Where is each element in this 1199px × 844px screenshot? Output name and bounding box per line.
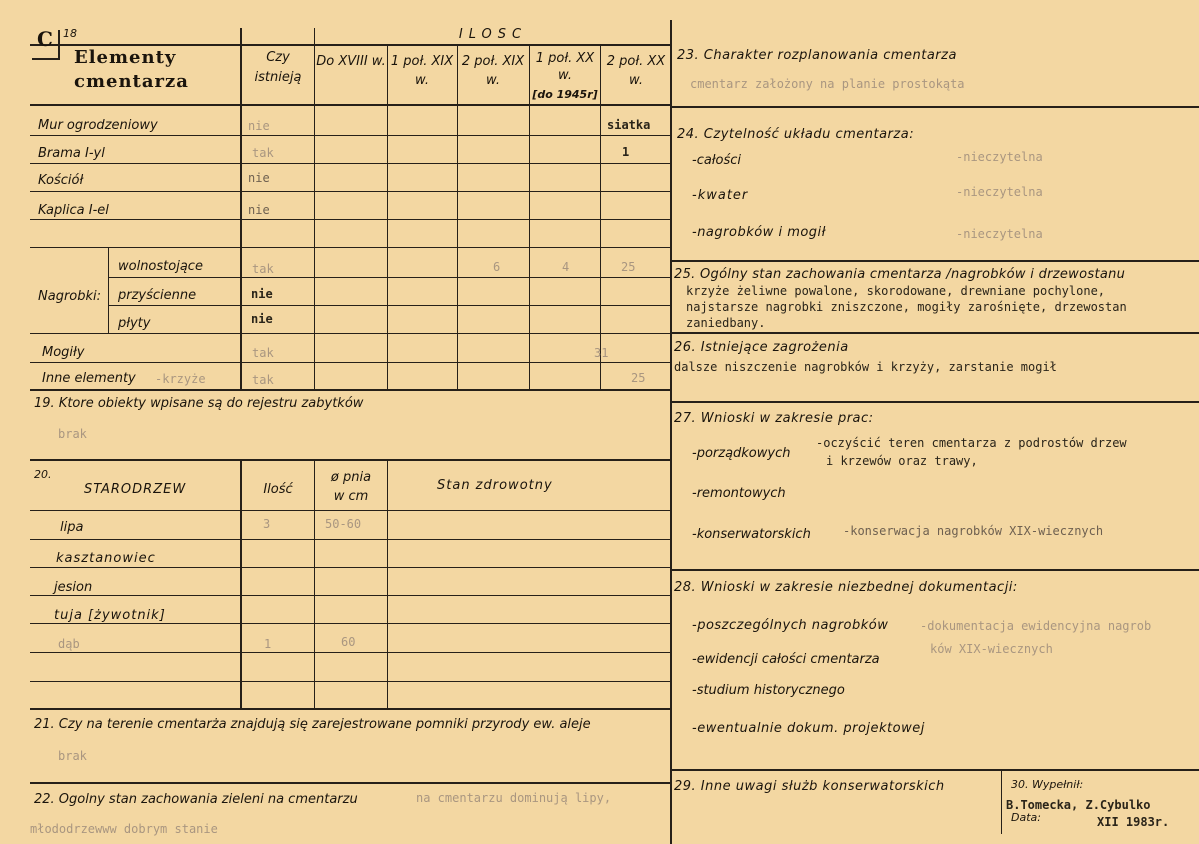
row-exists-plyty: nie [251, 312, 273, 326]
title-line2: cmentarza [74, 71, 189, 92]
s20-col-qty: Ilość [263, 482, 293, 497]
s30-date: XII 1983r. [1097, 815, 1170, 829]
s19-value: brak [58, 427, 87, 441]
s27-kons-label: -konserwatorskich [692, 527, 811, 542]
row-1xx-wolno: 4 [562, 260, 570, 274]
rule [30, 782, 671, 784]
row-exists-kaplica: nie [248, 203, 270, 217]
row-label-wolno: wolnostojące [118, 259, 203, 274]
rule [108, 247, 109, 333]
s24-row-value: -nieczytelna [956, 150, 1043, 164]
row-2xx-mur: siatka [607, 118, 651, 132]
col-2xx-header: 2 poł. XX w. [606, 54, 666, 88]
s24-row-label: -nagrobków i mogił [692, 225, 826, 240]
rule [30, 567, 671, 568]
rule [1001, 770, 1002, 834]
s24-label: 24. Czytelność układu cmentarza: [677, 127, 915, 142]
rule [30, 219, 671, 220]
rule [30, 652, 671, 653]
s25-line3: zaniedbany. [686, 316, 766, 330]
rule [30, 163, 671, 164]
s28-r1-label: -poszczególnych nagrobków [692, 618, 889, 633]
s29-label: 29. Inne uwagi służb konserwatorskich [674, 779, 945, 794]
rule [240, 28, 242, 390]
s27-porz-label: -porządkowych [692, 446, 791, 461]
row-label-kosciol: Kościół [38, 173, 84, 188]
row-extra-inne: -krzyże [155, 372, 206, 386]
s30-label: 30. Wypełnił: [1011, 778, 1084, 791]
row-2xx-mogily: 31 [594, 346, 609, 360]
col-1xx-sub: [do 1945r] [532, 88, 598, 101]
rule [30, 333, 671, 334]
s30-name: B.Tomecka, Z.Cybulko [1006, 798, 1151, 812]
rule [30, 247, 671, 248]
s21-label: 21. Czy na terenie cmentarża znajdują się zarejestrowane pomniki przyrody ew. aleje [34, 717, 591, 732]
s24-row-value: -nieczytelna [956, 185, 1043, 199]
row-label-przysc: przyścienne [118, 288, 197, 303]
rule [30, 539, 671, 540]
s25-line1: krzyże żeliwne powalone, skorodowane, drewniane pochylone, [686, 284, 1106, 298]
rule [30, 135, 671, 136]
tree-name: tuja [żywotnik] [54, 608, 166, 623]
s21-value: brak [58, 749, 87, 763]
s28-r4-label: -ewentualnie dokum. projektowej [692, 721, 925, 736]
row-label-mur: Mur ogrodzeniowy [38, 118, 158, 133]
rule [30, 191, 671, 192]
s20-title: STARODRZEW [84, 482, 187, 497]
row-label-kaplica: Kaplica I-el [38, 203, 109, 218]
s22-value2: młododrzewww dobrym stanie [30, 822, 218, 836]
col-group-header: ILOSC [458, 27, 528, 42]
row-exists-kosciol: nie [248, 171, 270, 185]
section-superscript: 18 [63, 27, 77, 40]
s19-label: 19. Ktore obiekty wpisane są do rejestru zabytków [34, 396, 364, 411]
rule [671, 769, 1199, 771]
rule [671, 260, 1199, 262]
s20-col-stan: Stan zdrowotny [437, 478, 553, 493]
rule [30, 459, 671, 461]
rule [108, 277, 671, 278]
rule [671, 332, 1199, 334]
section-letter: C [37, 27, 54, 51]
s27-rem-label: -remontowych [692, 486, 786, 501]
tree-name: kasztanowiec [56, 551, 156, 566]
s24-row-label: -całości [692, 153, 742, 168]
s25-label: 25. Ogólny stan zachowania cmentarza /nagrobków i drzewostanu [674, 267, 1126, 282]
s22-label: 22. Ogolny stan zachowania zieleni na cmentarzu [34, 792, 358, 807]
s22-value1: na cmentarzu dominują lipy, [416, 791, 612, 805]
row-exists-przysc: nie [251, 287, 273, 301]
center-divider [670, 20, 672, 844]
s28-r1-value2: ków XIX-wiecznych [930, 642, 1053, 656]
col-1xix-header: 1 poł. XIX w. [390, 54, 454, 88]
tree-name: jesion [54, 580, 93, 595]
title-line1: Elementy [74, 47, 177, 68]
rule [30, 708, 671, 710]
rule [108, 305, 671, 306]
rule [457, 44, 458, 390]
s28-r2-label: -ewidencji całości cmentarza [692, 652, 880, 667]
row-exists-mogily: tak [252, 346, 274, 360]
s26-label: 26. Istniejące zagrożenia [674, 340, 849, 355]
s20-col-pnia-a: ø pnia [330, 470, 372, 485]
s28-r3-label: -studium historycznego [692, 683, 845, 698]
tree-name: dąb [58, 637, 80, 651]
rule [30, 362, 671, 363]
s24-row-value: -nieczytelna [956, 227, 1043, 241]
row-2xx-inne: 25 [631, 371, 646, 385]
row-exists-wolno: tak [252, 262, 274, 276]
col-xviii-header: Do XVIII w. [316, 54, 386, 69]
s26-value: dalsze niszczenie nagrobków i krzyży, zarstanie mogił [674, 360, 1057, 374]
s20-num: 20. [34, 468, 52, 481]
s25-line2: najstarsze nagrobki zniszczone, mogiły zarośnięte, drzewostan [686, 300, 1127, 314]
tree-qty: 1 [264, 637, 272, 651]
col-exists-header: Czy istnieją [254, 50, 302, 85]
row-label-brama: Brama I-yl [38, 146, 105, 161]
row-exists-inne: tak [252, 373, 274, 387]
rule [30, 389, 671, 391]
s24-row-label: -kwater [692, 188, 749, 203]
row-2xx-wolno: 25 [621, 260, 636, 274]
row-label-inne: Inne elementy [42, 371, 136, 386]
row-exists-mur: nie [248, 119, 270, 133]
tree-qty: 3 [263, 517, 271, 531]
s27-porz-value1: -oczyścić teren cmentarza z podrostów drzew [816, 436, 1127, 450]
nagrobki-label: Nagrobki: [38, 289, 102, 304]
col-2xix-header: 2 poł. XIX w. [461, 54, 525, 88]
rule [315, 44, 671, 45]
col-1xx-header: 1 poł. XX w. [535, 51, 595, 83]
rule [671, 569, 1199, 571]
row-exists-brama: tak [252, 146, 274, 160]
rule [600, 44, 601, 390]
rule [30, 681, 671, 682]
rule [240, 460, 242, 709]
rule [387, 460, 388, 709]
s27-porz-value2: i krzewów oraz trawy, [826, 454, 978, 468]
s28-label: 28. Wnioski w zakresie niezbednej dokumentacji: [674, 580, 1018, 595]
s27-label: 27. Wnioski w zakresie prac: [674, 411, 874, 426]
s28-r1-value1: -dokumentacja ewidencyjna nagrob [920, 619, 1152, 633]
s23-value: cmentarz założony na planie prostokąta [690, 77, 965, 91]
tree-pnia: 60 [341, 635, 356, 649]
s27-kons-value: -konserwacja nagrobków XIX-wiecznych [843, 524, 1104, 538]
s30-date-label: Data: [1011, 811, 1041, 824]
rule [387, 44, 388, 390]
rule [671, 106, 1199, 108]
row-label-plyty: płyty [118, 316, 151, 331]
rule [30, 623, 671, 624]
s20-col-pnia-b: w cm [333, 489, 369, 504]
row-2xx-brama: 1 [622, 145, 630, 159]
rule [671, 401, 1199, 403]
row-2xix-wolno: 6 [493, 260, 501, 274]
rule [30, 510, 671, 511]
rule [30, 595, 671, 596]
rule [529, 44, 530, 390]
rule [30, 104, 671, 106]
tree-name: lipa [60, 520, 84, 535]
row-label-mogily: Mogiły [42, 345, 85, 360]
tree-pnia: 50-60 [325, 517, 362, 531]
s23-label: 23. Charakter rozplanowania cmentarza [677, 48, 957, 63]
rule [314, 28, 315, 390]
